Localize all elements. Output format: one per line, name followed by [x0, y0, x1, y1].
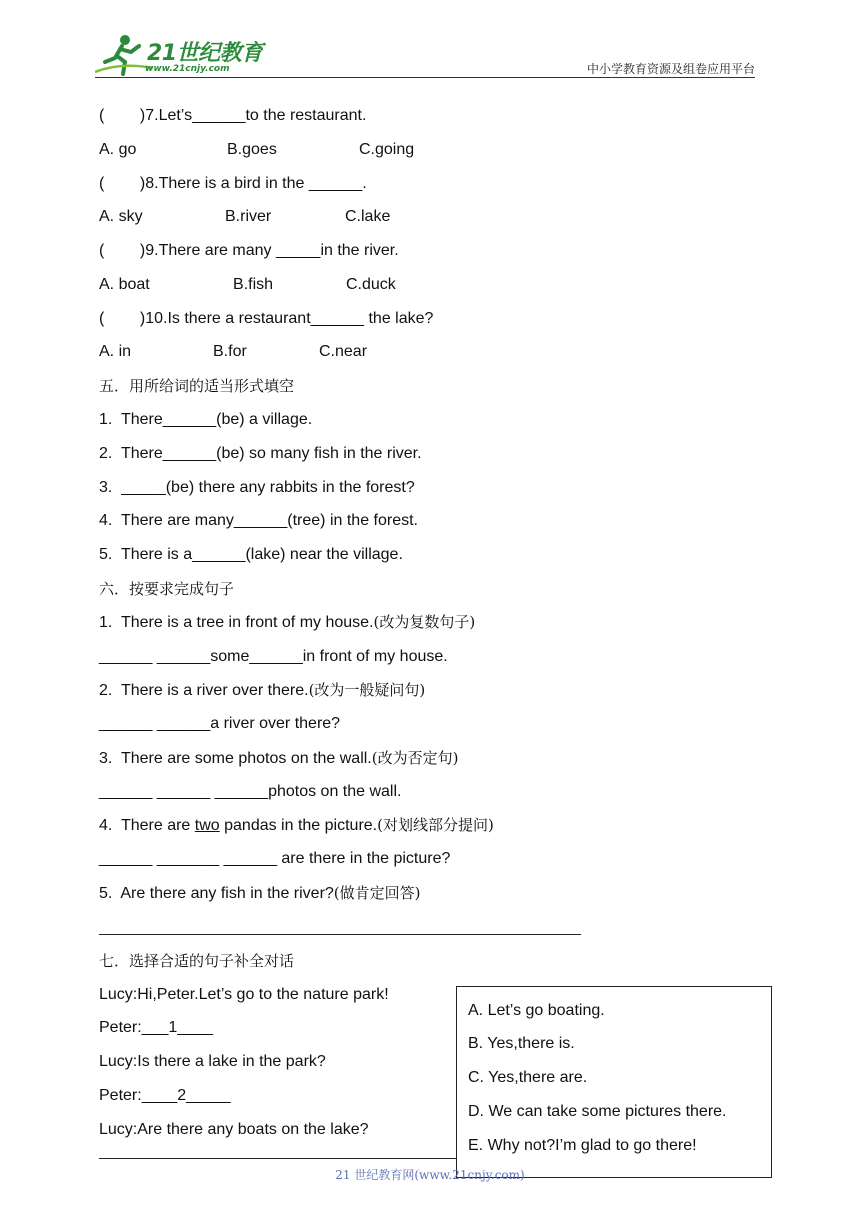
option-c: C. Yes,there are. — [468, 1069, 588, 1086]
underlined-word: two — [194, 817, 220, 834]
header-divider — [95, 77, 755, 78]
mc-9-option-a: A. boat — [99, 276, 150, 293]
section-5-item-5: 5. There is a______(lake) near the village. — [99, 546, 403, 563]
mc-8-option-b: B.river — [225, 208, 272, 225]
mc-8-option-c: C.lake — [345, 208, 391, 225]
mc-7-option-a: A. go — [99, 141, 137, 158]
options-box — [456, 986, 772, 1178]
section-5-item-1: 1. There______(be) a village. — [99, 411, 313, 428]
answer-line — [99, 934, 581, 935]
platform-label: 中小学教育资源及组卷应用平台 — [586, 62, 755, 76]
section-5-item-4: 4. There are many______(tree) in the forest. — [99, 512, 418, 529]
mc-question-9: ( )9.There are many _____in the river. — [99, 242, 399, 259]
logo — [95, 32, 265, 76]
section-6-answer-2: ______ ______a river over there? — [99, 715, 341, 732]
instruction-note: (改为否定句) — [371, 749, 459, 767]
instruction-note: (做肯定回答) — [333, 884, 421, 902]
mc-9-option-c: C.duck — [346, 276, 396, 293]
dialogue-line-2: Peter:___1____ — [99, 1019, 213, 1036]
section-5-item-2: 2. There______(be) so many fish in the river. — [99, 445, 422, 462]
section-6-answer-4: ______ _______ ______ are there in the picture? — [99, 850, 451, 867]
section-6-question-5: 5. Are there any fish in the river?(做肯定回答) — [99, 884, 421, 902]
instruction-note: (改为一般疑问句) — [308, 681, 426, 699]
page-header — [95, 30, 755, 80]
dialogue-line-3: Lucy:Is there a lake in the park? — [99, 1053, 326, 1070]
mc-question-7: ( )7.Let’s______to the restaurant. — [99, 107, 367, 124]
mc-question-10: ( )10.Is there a restaurant______ the lake? — [99, 310, 434, 327]
logo-text: 21世纪教育 — [147, 41, 263, 66]
option-b: B. Yes,there is. — [468, 1035, 575, 1052]
mc-10-option-b: B.for — [213, 343, 247, 360]
logo-url: www.21cnjy.com — [145, 64, 230, 74]
instruction-note: (对划线部分提问) — [377, 816, 494, 834]
mc-7-option-b: B.goes — [227, 141, 277, 158]
mc-9-option-b: B.fish — [233, 276, 274, 293]
instruction-note: (改为复数句子) — [373, 613, 476, 631]
section-6-title: 六．按要求完成句子 — [99, 580, 235, 598]
option-e: E. Why not?I’m glad to go there! — [468, 1137, 697, 1154]
mc-10-option-c: C.near — [319, 343, 368, 360]
mc-10-option-a: A. in — [99, 343, 132, 360]
dialogue-line-5: Lucy:Are there any boats on the lake? — [99, 1121, 369, 1138]
mc-8-option-a: A. sky — [99, 208, 143, 225]
mc-7-option-c: C.going — [359, 141, 415, 158]
dialogue-line-4: Peter:____2_____ — [99, 1087, 231, 1104]
option-a: A. Let’s go boating. — [468, 1002, 605, 1019]
section-6-question-2: 2. There is a river over there.(改为一般疑问句) — [99, 681, 426, 699]
section-7-title: 七．选择合适的句子补全对话 — [99, 952, 295, 970]
page-footer: 21 世纪教育网(www.21cnjy.com) — [335, 1168, 525, 1182]
dialogue-line-1: Lucy:Hi,Peter.Let’s go to the nature park! — [99, 986, 389, 1003]
section-6-answer-1: ______ ______some______in front of my house. — [99, 648, 448, 665]
mc-question-8: ( )8.There is a bird in the ______. — [99, 175, 367, 192]
section-6-answer-3: ______ ______ ______photos on the wall. — [99, 783, 402, 800]
section-5-item-3: 3. _____(be) there any rabbits in the forest? — [99, 479, 415, 496]
answer-line — [99, 1158, 456, 1159]
section-5-title: 五．用所给词的适当形式填空 — [99, 377, 295, 395]
section-6-question-1: 1. There is a tree in front of my house.(改为复数句子) — [99, 613, 476, 631]
section-6-question-3: 3. There are some photos on the wall.(改为否定句) — [99, 749, 459, 767]
section-6-question-4: 4. There are two pandas in the picture.(对划线部分提问) — [99, 816, 494, 834]
option-d: D. We can take some pictures there. — [468, 1103, 727, 1120]
